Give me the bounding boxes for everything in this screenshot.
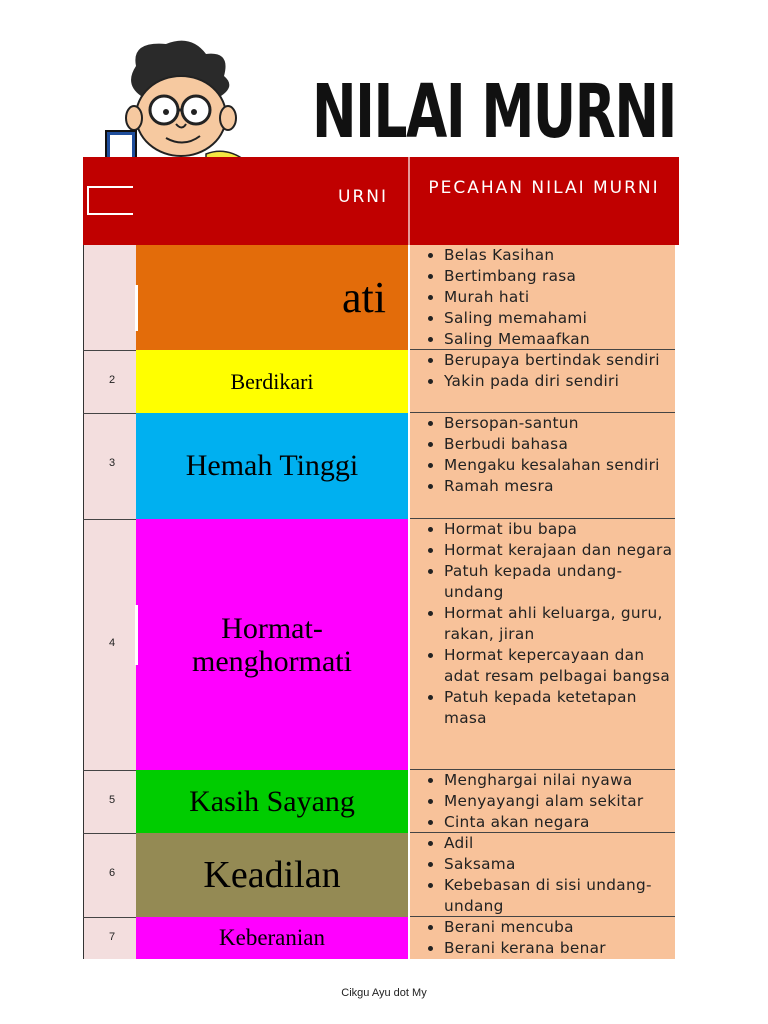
nilai-cell [136,245,408,350]
nilai-label: Kasih Sayang [189,784,355,818]
table-row [83,350,679,413]
pecahan-list [426,833,675,917]
nilai-label: Keadilan [203,854,341,896]
pecahan-item: • Patuh kepada undang-undang [444,561,675,603]
nilai-cell [136,833,408,917]
pecahan-item: • Murah hati [444,287,675,308]
pecahan-item: • Bersopan-santun [444,413,675,434]
nilai-label: ati [342,273,386,322]
nilai-label: Berdikari [230,368,314,394]
row-divider [83,770,136,771]
page-footer: Cikgu Ayu dot My [341,987,427,999]
pecahan-cell [410,245,675,350]
row-number: 3 [108,457,116,469]
header-col-nilai: URNI [338,187,388,207]
pecahan-item: • Belas Kasihan [444,245,675,266]
pecahan-item: • Yakin pada diri sendiri [444,371,675,392]
pecahan-item: • Mengaku kesalahan sendiri [444,455,675,476]
row-marker [135,605,138,665]
pecahan-item: • Saling Memaafkan [444,329,675,350]
table-row [83,833,679,917]
pecahan-item: • Cinta akan negara [444,812,675,833]
pecahan-cell [410,350,675,413]
pecahan-item: • Berani mencuba [444,917,675,938]
pecahan-item: • Hormat ahli keluarga, guru, rakan, jiran [444,603,675,645]
nilai-label: Hormat-menghormati [192,611,352,678]
table-row [83,413,679,519]
values-table [83,157,679,959]
pecahan-item: • Menyayangi alam sekitar [444,791,675,812]
pecahan-list [426,413,675,497]
row-divider [83,413,136,414]
row-divider [83,350,136,351]
row-divider [83,917,136,918]
pecahan-list [426,350,675,392]
row-marker [135,285,138,331]
pecahan-cell [410,917,675,959]
pecahan-item: • Saling memahami [444,308,675,329]
header-marker [87,186,133,215]
header-divider [408,157,410,245]
nilai-cell [136,770,408,833]
pecahan-list [426,519,675,729]
row-number: 5 [108,794,116,806]
page-title: NILAI MURNI [312,69,676,155]
pecahan-item: • Kebebasan di sisi undang-undang [444,875,675,917]
pecahan-item: • Ramah mesra [444,476,675,497]
pecahan-cell [410,519,675,770]
nilai-label: Keberanian [219,925,325,950]
table-row [83,519,679,770]
nilai-label: Hemah Tinggi [185,449,359,482]
pecahan-item: • Berupaya bertindak sendiri [444,350,675,371]
pecahan-item: • Saksama [444,854,675,875]
pecahan-item: • Berbudi bahasa [444,434,675,455]
table-header [83,157,679,245]
table-row [83,917,679,959]
pecahan-item: • Hormat ibu bapa [444,519,675,540]
nilai-cell [136,917,408,959]
row-divider [83,833,136,834]
header-col-pecahan: PECAHAN NILAI MURNI [428,178,660,198]
pecahan-item: • Patuh kepada ketetapan masa [444,687,675,729]
pecahan-item: • Menghargai nilai nyawa [444,770,675,791]
boy-reading-illustration [96,36,266,161]
pecahan-item: • Bertimbang rasa [444,266,675,287]
table-row [83,245,679,350]
pecahan-item: • Hormat kepercayaan dan adat resam pelbagai bangsa [444,645,675,687]
pecahan-list [426,770,675,833]
nilai-cell [136,519,408,770]
row-divider [83,519,136,520]
row-number: 4 [108,637,116,649]
pecahan-item: • Adil [444,833,675,854]
row-number: 6 [108,867,116,879]
pecahan-cell [410,770,675,833]
nilai-cell [136,350,408,413]
pecahan-cell [410,833,675,917]
pecahan-item: • Hormat kerajaan dan negara [444,540,675,561]
table-row [83,770,679,833]
row-number: 2 [108,374,116,386]
nilai-cell [136,413,408,519]
pecahan-list [426,917,675,959]
pecahan-list [426,245,675,350]
row-number: 7 [108,931,116,943]
pecahan-item: • Berani kerana benar [444,938,675,959]
pecahan-cell [410,413,675,519]
